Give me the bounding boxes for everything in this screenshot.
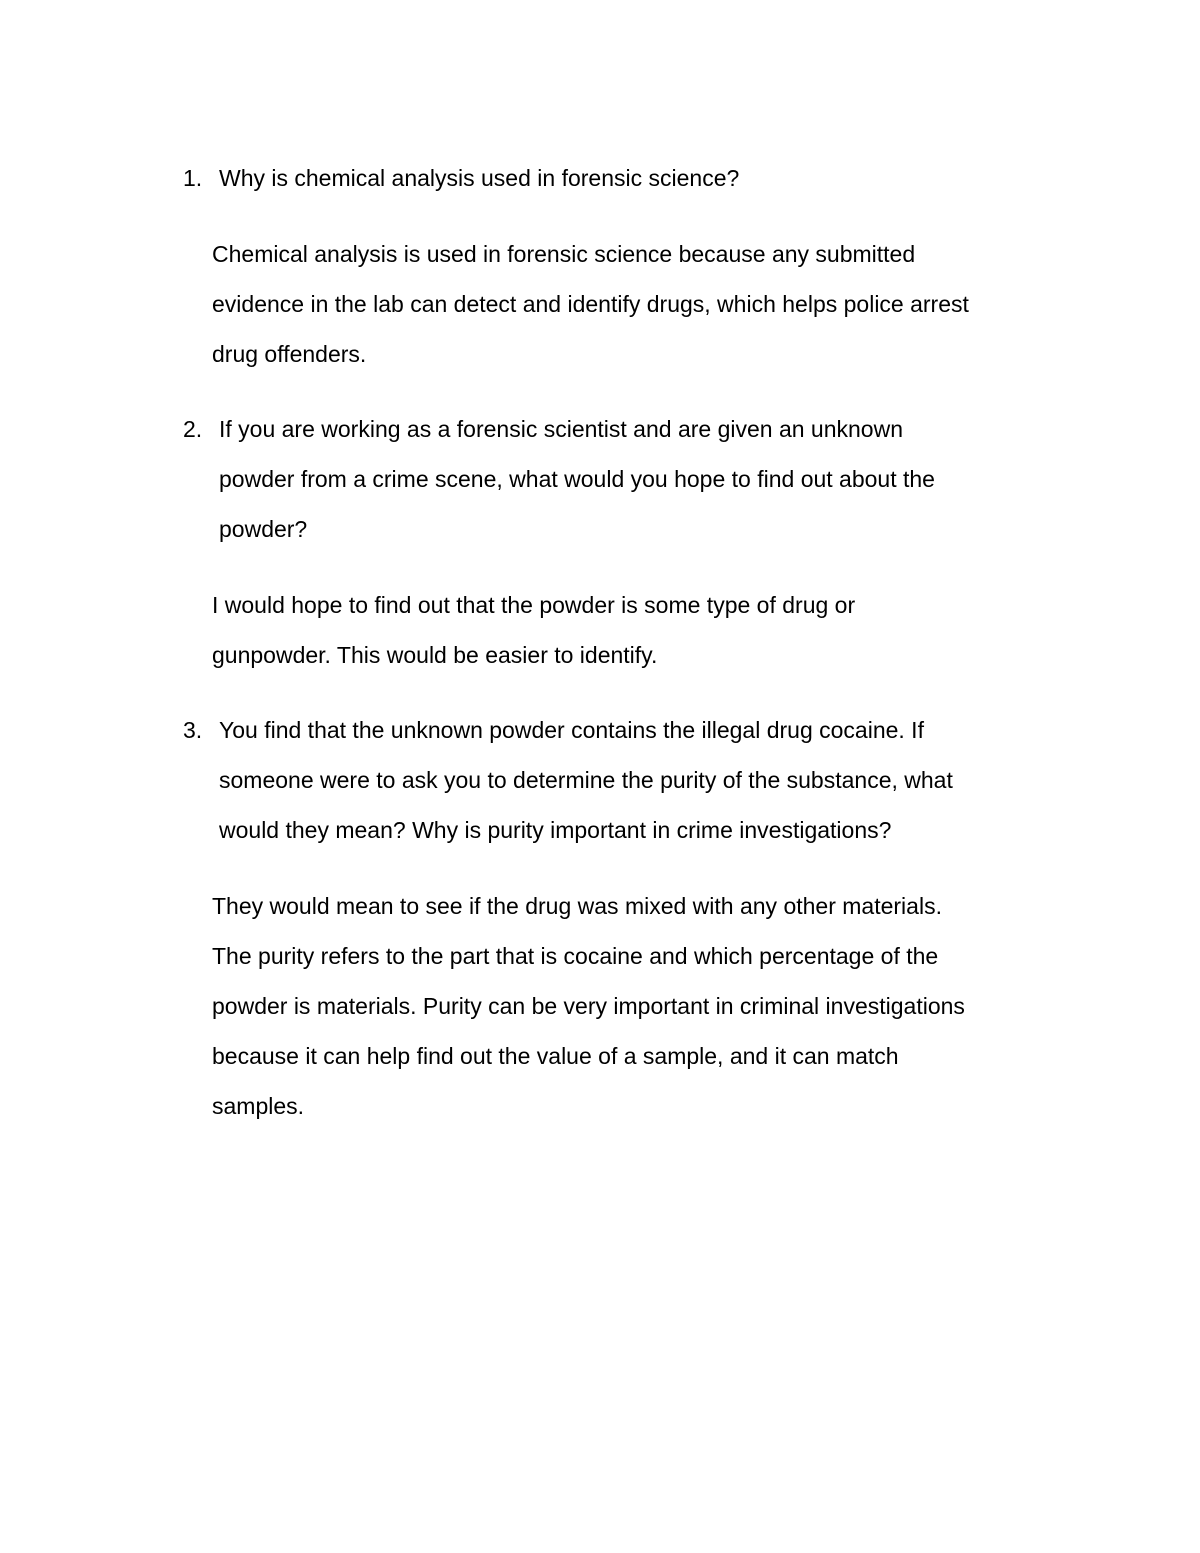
answer-2-line-2: gunpowder. This would be easier to identify. — [212, 642, 658, 668]
question-1-number: 1. — [183, 165, 203, 191]
question-2-line-1: If you are working as a forensic scientist and are given an unknown — [219, 416, 903, 442]
answer-1-line-2: evidence in the lab can detect and identify drugs, which helps police arrest — [212, 291, 969, 317]
question-3-line-1: You find that the unknown powder contains the illegal drug cocaine. If — [219, 717, 924, 743]
answer-3-line-1: They would mean to see if the drug was mixed with any other materials. — [212, 893, 942, 919]
question-2-line-3: powder? — [219, 516, 308, 542]
answer-3-line-3: powder is materials. Purity can be very important in criminal investigations — [212, 993, 965, 1019]
answer-3-line-5: samples. — [212, 1093, 305, 1119]
question-3-line-3: would they mean? Why is purity important in crime investigations? — [219, 817, 892, 843]
answer-3-line-4: because it can help find out the value of a sample, and it can match — [212, 1043, 899, 1069]
question-3-number: 3. — [183, 717, 203, 743]
answer-2-line-1: I would hope to find out that the powder is some type of drug or — [212, 592, 856, 618]
answer-3-line-2: The purity refers to the part that is cocaine and which percentage of the — [212, 943, 939, 969]
question-2-number: 2. — [183, 416, 203, 442]
question-1-line-1: Why is chemical analysis used in forensic science? — [219, 165, 740, 191]
answer-1-line-1: Chemical analysis is used in forensic science because any submitted — [212, 241, 916, 267]
answer-1-line-3: drug offenders. — [212, 341, 367, 367]
question-2-line-2: powder from a crime scene, what would you hope to find out about the — [219, 466, 935, 492]
question-3-line-2: someone were to ask you to determine the purity of the substance, what — [219, 767, 953, 793]
